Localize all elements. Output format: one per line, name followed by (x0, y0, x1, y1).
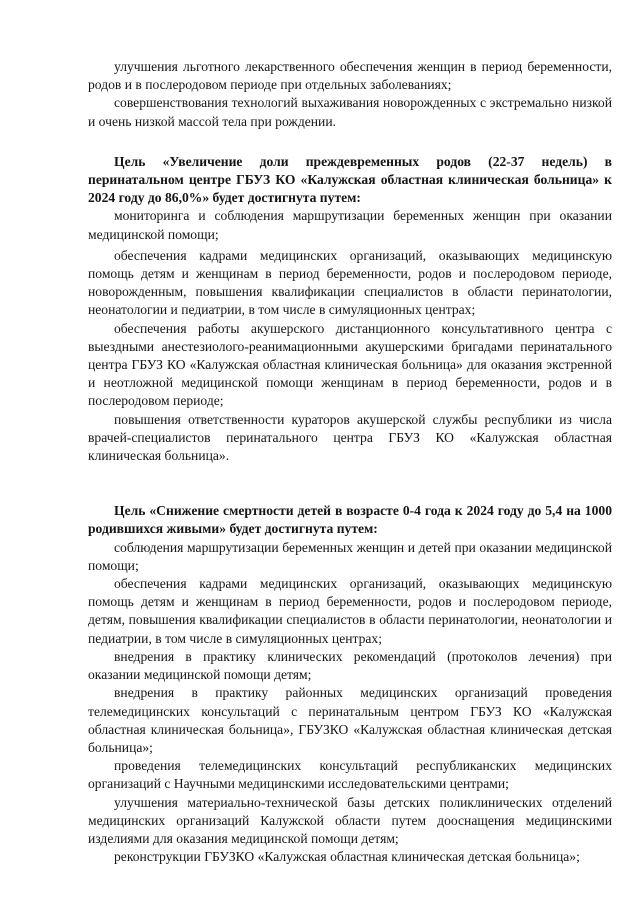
section-heading: Цель «Снижение смертности детей в возрасте 0-4 года к 2024 году до 5,4 на 1000 родившихся живыми» будет достигнута путем: (88, 503, 612, 537)
list-item: внедрения в практику районных медицинских организаций проведения телемедицинских консультаций с перинатальным центром ГБУЗ КО «Калужская областная клиническая больница», ГБУЗКО «Калужская областная клиническая детская больница»; (88, 685, 612, 755)
list-item: улучшения материально-технической базы детских поликлинических отделений медицинских организаций Калужской области путем дооснащения медицинскими изделиями для оказания медицинской помощи детям; (88, 794, 612, 846)
section-goal-child-mortality (88, 502, 612, 866)
section-heading: Цель «Увеличение доли преждевременных родов (22-37 недель) в перинатальном центре ГБУЗ КО «Калужская областная клиническая больница» к 2024 году до 86,0%» будет достигнута путем: (88, 153, 612, 206)
section-goal-premature-births (88, 153, 612, 465)
intro-paragraph-1: улучшения льготного лекарственного обеспечения женщин в период беременности, родов и в послеродовом периоде при отдельных заболеваниях; (88, 59, 612, 93)
list-item: обеспечения работы акушерского дистанционного консультативного центра с выездными анестезиолого-реанимационными акушерскими бригадами перинатального центра ГБУЗ КО «Калужская областная клиническая больница» для оказания экстренной и неотложной медицинской помощи женщинам в период беременности, родов и в послеродовом периоде; (88, 320, 612, 409)
list-item: повышения ответственности кураторов акушерской службы республики из числа врачей-специалистов перинатального центра ГБУЗ КО «Калужская областная клиническая больница». (88, 411, 612, 464)
list-item: реконструкции ГБУЗКО «Калужская областная клиническая детская больница»; (114, 849, 580, 865)
intro-paragraph-2: совершенствования технологий выхаживания новорожденных с экстремально низкой и очень низкой массой тела при рождении. (88, 95, 612, 129)
list-item: соблюдения маршрутизации беременных женщин и детей при оказании медицинской помощи; (88, 539, 612, 573)
list-item: внедрения в практику клинических рекомендаций (протоколов лечения) при оказании медицинской помощи детям; (88, 648, 612, 683)
list-item: обеспечения кадрами медицинских организаций, оказывающих медицинскую помощь детям и женщинам в период беременности, родов и послеродовом периоде, детям, повышения квалификации специалистов в области перинатологии, неонатологии и педиатрии, в том числе в симуляционных центрах; (88, 576, 612, 646)
list-item: проведения телемедицинских консультаций республиканских медицинских организаций с Научными медицинскими исследовательскими центрами; (88, 758, 612, 792)
list-item: мониторинга и соблюдения маршрутизации беременных женщин при оказании медицинской помощи; (88, 208, 612, 242)
list-item: обеспечения кадрами медицинских организаций, оказывающих медицинскую помощь детям и женщинам в период беременности, родов и послеродовом периоде, новорожденным, повышения квалификации специалистов в области перинатологии, неонатологии и педиатрии, в том числе в симуляционных центрах; (88, 247, 612, 318)
